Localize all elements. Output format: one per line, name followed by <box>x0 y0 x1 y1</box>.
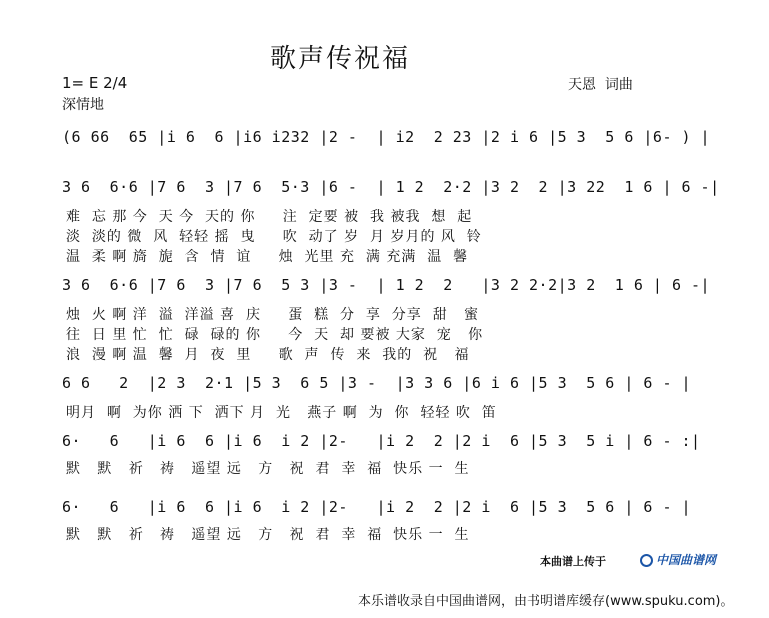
site-logo-text: 中国曲谱网 <box>656 553 717 567</box>
notation-line: 3 6 6·6 |7 6 3 |7 6 5 3 |3 - | 1 2 2 |3 2 2·2|3 2 1 6 | 6 -| <box>62 276 711 294</box>
lyric-line: 往 日 里 忙 忙 碌 碌的 你 今 天 却 要被 大家 宠 你 <box>66 327 484 343</box>
notation-line: 6· 6 |i 6 6 |i 6 i 2 |2- |i 2 2 |2 i 6 |5 3 5 i | 6 - :| <box>62 432 701 450</box>
notation-line: 3 6 6·6 |7 6 3 |7 6 5·3 |6 - | 1 2 2·2 |3 2 2 |3 22 1 6 | 6 -| <box>62 178 720 196</box>
lyric-line: 浪 漫 啊 温 馨 月 夜 里 歌 声 传 来 我的 祝 福 <box>66 347 470 363</box>
lyric-line: 默 默 祈 祷 遥望 远 方 祝 君 幸 福 快乐 一 生 <box>66 527 470 543</box>
lyric-line: 淡 淡的 微 风 轻轻 摇 曳 吹 动了 岁 月 岁月的 风 铃 <box>66 229 482 245</box>
footer-note: 本乐谱收录自中国曲谱网，由书明谱库缓存(www.spuku.com)。 <box>358 594 734 609</box>
lyric-line: 烛 火 啊 洋 溢 洋溢 喜 庆 蛋 糕 分 享 分享 甜 蜜 <box>66 307 480 323</box>
credits: 天恩 词曲 <box>568 77 633 93</box>
notation-line: (6 66 65 |i 6 6 |i6 i232 |2 - | i2 2 23 |2 i 6 |5 3 5 6 |6- ) | <box>62 128 711 146</box>
lyric-line: 温 柔 啊 旖 旎 含 情 谊 烛 光里 充 满 充满 温 馨 <box>66 249 469 265</box>
tempo-marking: 深情地 <box>62 97 104 113</box>
lyric-line: 明月 啊 为你 洒 下 洒下 月 光 燕子 啊 为 你 轻轻 吹 笛 <box>66 405 497 421</box>
key-signature: 1= E 2/4 <box>62 74 128 92</box>
logo-icon <box>640 554 653 567</box>
notation-line: 6 6 2 |2 3 2·1 |5 3 6 5 |3 - |3 3 6 |6 i 6 |5 3 5 6 | 6 - | <box>62 374 692 392</box>
site-logo <box>640 551 716 568</box>
lyric-line: 难 忘 那 今 天 今 天的 你 注 定要 被 我 被我 想 起 <box>66 209 473 225</box>
notation-line: 6· 6 |i 6 6 |i 6 i 2 |2- |i 2 2 |2 i 6 |5 3 5 6 | 6 - | <box>62 498 692 516</box>
song-title: 歌声传祝福 <box>270 44 411 74</box>
uploaded-label: 本曲谱上传于 <box>540 555 606 568</box>
lyric-line: 默 默 祈 祷 遥望 远 方 祝 君 幸 福 快乐 一 生 <box>66 461 470 477</box>
